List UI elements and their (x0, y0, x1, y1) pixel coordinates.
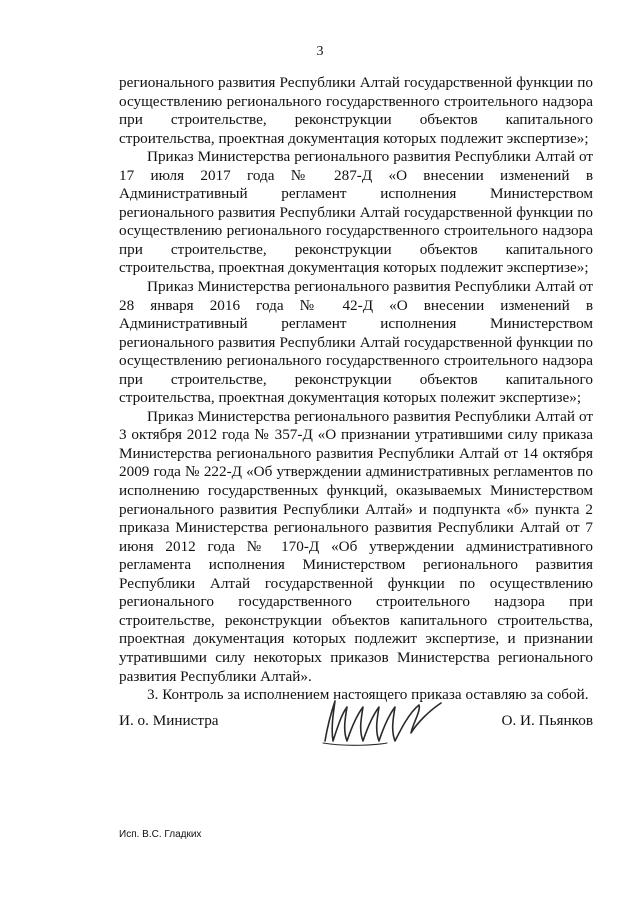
paragraph-order-2016: Приказ Министерства регионального развития Республики Алтай от 28 января 2016 года № 42-Д «О внесении изменений в Административный регламент исполнения Министерством регионального развития Республики Алтай государственной функции по осуществлению регионального государственного строительного надзора при строительстве, реконструкции объектов капитального строительства, проектная документация которых полежит экспертизе»; (119, 278, 593, 407)
document-body (119, 74, 593, 705)
paragraph-item-3: 3. Контроль за исполнением настоящего приказа оставляю за собой. (147, 686, 589, 704)
executor-note: Исп. В.С. Гладких (119, 829, 202, 840)
handwritten-signature (317, 693, 457, 753)
signatory-title: И. о. Министра (119, 712, 219, 729)
paragraph-continuation: регионального развития Республики Алтай государственной функции по осуществлению регионального государственного строительного надзора при строительстве, реконструкции объектов капитального строительства, проектная документация которых подлежит экспертизе»; (119, 74, 593, 147)
page-number: 3 (316, 44, 324, 59)
signatory-name: О. И. Пьянков (501, 712, 593, 729)
paragraph-order-2012: Приказ Министерства регионального развития Республики Алтай от 3 октября 2012 года № 357-Д «О признании утратившими силу приказа Министерства регионального развития Республики Алтай от 14 октября 2009 года № 222-Д «Об утверждении административных регламентов по исполнению государственных функций, оказываемых Министерством регионального развития Республики Алтай» и подпункта «б» пункта 2 приказа Министерства регионального развития Республики Алтай от 7 июня 2012 года № 170-Д «Об утверждении административного регламента исполнения Министерством регионального развития Республики Алтай государственной функции по осуществлению регионального государственного строительного надзора при строительстве, реконструкции объектов капитального строительства, проектная документация которых подлежит экспертизе, и признании утратившими силу некоторых приказов Министерства регионального развития Республики Алтай». (119, 407, 593, 685)
paragraph-order-2017: Приказ Министерства регионального развития Республики Алтай от 17 июля 2017 года № 287-Д «О внесении изменений в Административный регламент исполнения Министерством регионального развития Республики Алтай государственной функции по осуществлению регионального государственного строительного надзора при строительстве, реконструкции объектов капитального строительства, проектная документация которых подлежит экспертизе»; (119, 148, 593, 277)
